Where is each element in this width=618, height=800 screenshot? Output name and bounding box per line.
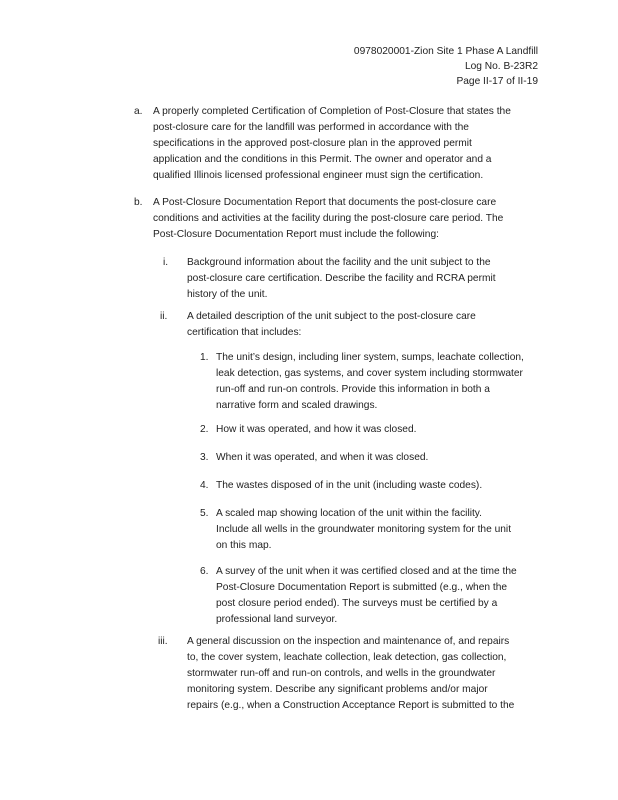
item-5-line: on this map.: [216, 540, 272, 551]
item-1-marker: 1.: [200, 352, 209, 363]
item-i-marker: i.: [163, 257, 169, 268]
item-2-marker: 2.: [200, 424, 209, 435]
item-5-text: [216, 506, 511, 554]
item-1-line: The unit’s design, including liner system, sumps, leachate collection,: [216, 352, 524, 363]
item-6-marker: 6.: [200, 566, 209, 577]
item-i-line: post-closure care certification. Describe the facility and RCRA permit: [187, 273, 496, 284]
item-1-text: [216, 350, 524, 414]
item-4-text: [216, 478, 482, 494]
item-6-text: [216, 564, 517, 628]
item-iii-line: repairs (e.g., when a Construction Acceptance Report is submitted to the: [187, 700, 515, 711]
item-a-line: specifications in the approved post-closure plan in the approved permit: [153, 138, 472, 149]
item-1-line: narrative form and scaled drawings.: [216, 400, 378, 411]
page-header: [354, 44, 538, 89]
item-a-text: [153, 104, 511, 184]
item-iii-line: monitoring system. Describe any significant problems and/or major: [187, 684, 488, 695]
item-b-line: A Post-Closure Documentation Report that documents the post-closure care: [153, 197, 497, 208]
item-1-line: run-off and run-on controls. Provide this information in both a: [216, 384, 490, 395]
item-iii-text: [187, 634, 514, 714]
item-3-marker: 3.: [200, 452, 209, 463]
item-b-text: [153, 195, 503, 243]
item-iii-line: to, the cover system, leachate collection, leak detection, gas collection,: [187, 652, 507, 663]
item-6-line: professional land surveyor.: [216, 614, 338, 625]
item-6-line: Post-Closure Documentation Report is submitted (e.g., when the: [216, 582, 508, 593]
item-b-marker: b.: [134, 197, 143, 208]
item-a-marker: a.: [134, 106, 143, 117]
item-5-line: A scaled map showing location of the unit within the facility.: [216, 508, 482, 519]
item-3-text: [216, 450, 428, 466]
item-b-line: conditions and activities at the facility during the post-closure care period. The: [153, 213, 504, 224]
item-4-marker: 4.: [200, 480, 209, 491]
item-iii-line: stormwater run-off and run-on controls, and wells in the groundwater: [187, 668, 496, 679]
item-iii-marker: iii.: [158, 636, 168, 647]
item-5-marker: 5.: [200, 508, 209, 519]
item-iii-line: A general discussion on the inspection and maintenance of, and repairs: [187, 636, 510, 647]
item-i-line: Background information about the facility and the unit subject to the: [187, 257, 491, 268]
item-a-line: A properly completed Certification of Completion of Post-Closure that states the: [153, 106, 511, 117]
item-6-line: A survey of the unit when it was certified closed and at the time the: [216, 566, 517, 577]
header-page-number: Page II-17 of II-19: [456, 76, 538, 87]
item-4-line: The wastes disposed of in the unit (including waste codes).: [216, 480, 483, 491]
item-i-line: history of the unit.: [187, 289, 268, 300]
item-6-line: post closure period ended). The surveys must be certified by a: [216, 598, 498, 609]
item-ii-marker: ii.: [160, 311, 168, 322]
item-b-line: Post-Closure Documentation Report must include the following:: [153, 229, 439, 240]
item-5-line: Include all wells in the groundwater monitoring system for the unit: [216, 524, 512, 535]
item-a-line: application and the conditions in this Permit. The owner and operator and a: [153, 154, 492, 165]
item-ii-line: A detailed description of the unit subject to the post-closure care: [187, 311, 476, 322]
item-ii-text: [187, 309, 476, 341]
item-2-line: How it was operated, and how it was closed.: [216, 424, 417, 435]
item-a-line: qualified Illinois licensed professional engineer must sign the certification.: [153, 170, 484, 181]
item-i-text: [187, 255, 496, 303]
item-ii-line: certification that includes:: [187, 327, 302, 338]
item-a-line: post-closure care for the landfill was performed in accordance with the: [153, 122, 469, 133]
item-1-line: leak detection, gas systems, and cover system including stormwater: [216, 368, 523, 379]
item-3-line: When it was operated, and when it was closed.: [216, 452, 429, 463]
header-log-number: Log No. B-23R2: [464, 61, 538, 72]
item-2-text: [216, 422, 416, 438]
header-site-name: 0978020001-Zion Site 1 Phase A Landfill: [353, 46, 538, 57]
